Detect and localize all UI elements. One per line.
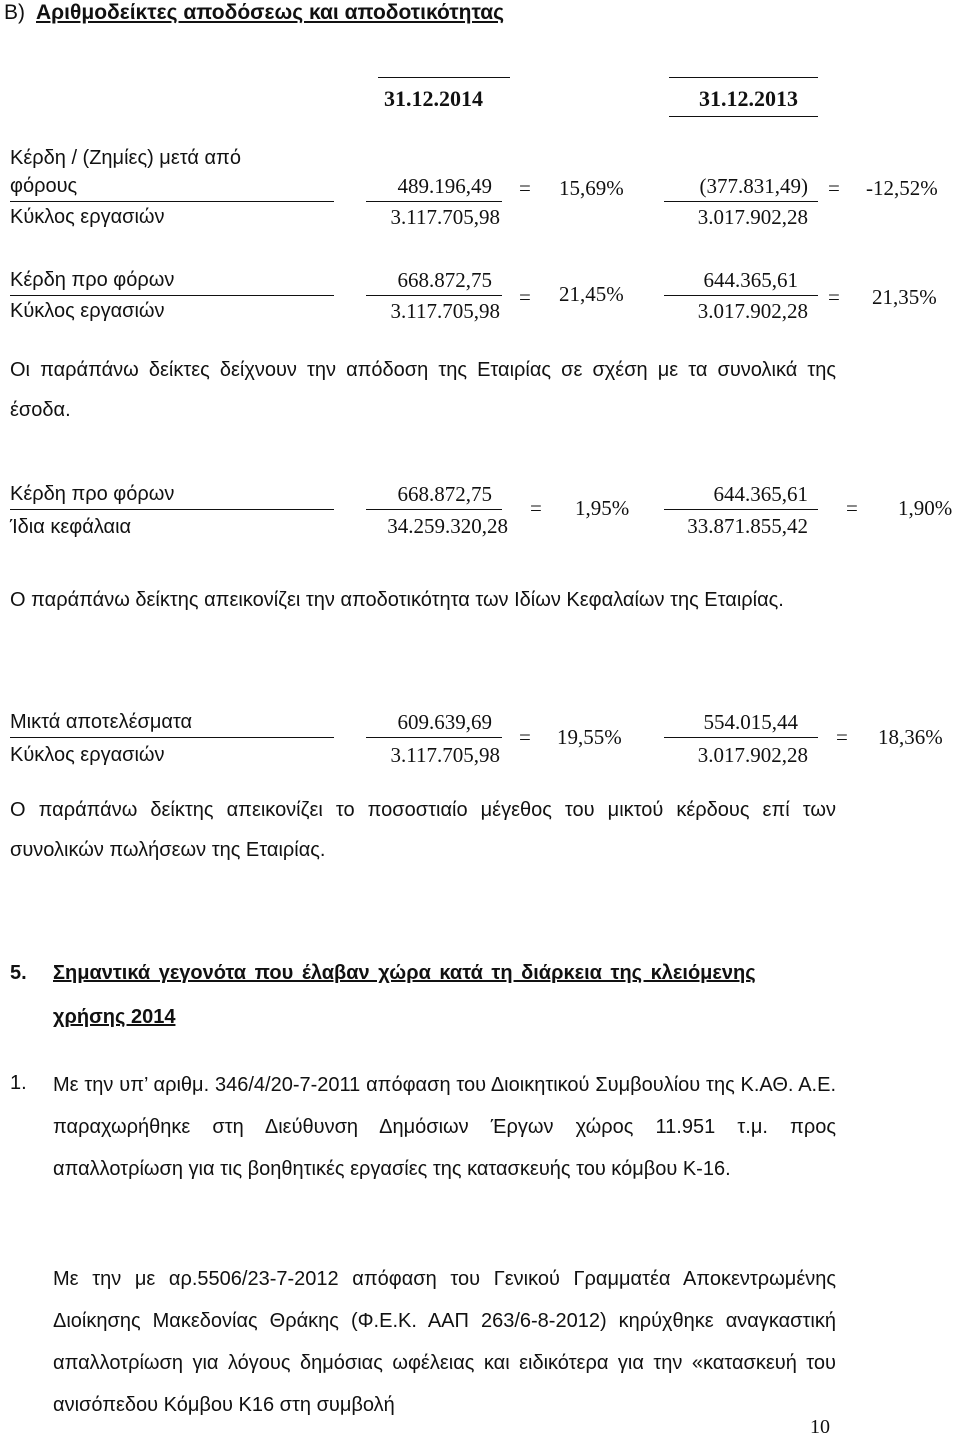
fraction-bar bbox=[664, 509, 818, 510]
fraction-bar bbox=[10, 295, 334, 296]
y1-result: 19,55% bbox=[557, 725, 622, 749]
section-letter: B) bbox=[4, 1, 25, 24]
y2-numerator: 644.365,61 bbox=[703, 268, 798, 292]
ratio-note: Ο παράπάνω δείκτης απεικονίζει την αποδοτικότητα των Ιδίων Κεφαλαίων της Εταιρίας. bbox=[10, 589, 784, 611]
column-rule-2014 bbox=[378, 77, 510, 78]
y2-result: 18,36% bbox=[878, 725, 943, 749]
numerator-label-line1: Κέρδη / (Ζημίες) μετά από bbox=[10, 147, 241, 169]
equals-sign: = bbox=[828, 285, 840, 309]
y2-denominator: 3.017.902,28 bbox=[697, 205, 808, 229]
equals-sign: = bbox=[519, 176, 531, 200]
numerator-label-line2: φόρους bbox=[10, 175, 78, 197]
fraction-bar bbox=[366, 737, 502, 738]
column-rule-2013 bbox=[669, 77, 818, 78]
ratio-note: Οι παράπάνω δείκτες δείχνουν την απόδοση της Εταιρίας σε σχέση με τα συνολικά της έσοδα. bbox=[10, 359, 836, 421]
numerator-label: Κέρδη προ φόρων bbox=[10, 269, 175, 291]
y1-result: 15,69% bbox=[559, 176, 624, 200]
y2-result: -12,52% bbox=[866, 176, 938, 200]
y2-denominator: 3.017.902,28 bbox=[697, 743, 808, 767]
item-1-text: Με την υπ’ αριθμ. 346/4/20-7-2011 απόφαση του Διοικητικού Συμβουλίου της Κ.ΑΘ. Α.Ε. παραχωρήθηκε στη Διεύθυνση Δημόσιων Έργων χώρος 11.951 τ.μ. προς απαλλοτρίωση για τις βοηθητικές εργασίες της κατασκευής του κόμβου Κ-16. bbox=[53, 1074, 836, 1180]
column-underline-2013 bbox=[669, 116, 818, 117]
y1-denominator: 3.117.705,98 bbox=[390, 743, 500, 767]
y1-denominator: 3.117.705,98 bbox=[390, 205, 500, 229]
fraction-bar bbox=[10, 201, 334, 202]
y2-denominator: 33.871.855,42 bbox=[687, 514, 808, 538]
fraction-bar bbox=[366, 509, 502, 510]
equals-sign: = bbox=[828, 176, 840, 200]
item-1-number: 1. bbox=[10, 1072, 27, 1094]
y2-numerator: 554.015,44 bbox=[703, 710, 798, 734]
y1-numerator: 489.196,49 bbox=[397, 174, 492, 198]
fraction-bar bbox=[366, 201, 502, 202]
section-5-number: 5. bbox=[10, 962, 27, 984]
y2-numerator: (377.831,49) bbox=[699, 174, 808, 198]
fraction-bar bbox=[664, 201, 818, 202]
y1-numerator: 668.872,75 bbox=[397, 268, 492, 292]
section-5-title-line2: χρήσης 2014 bbox=[53, 1006, 176, 1028]
y1-denominator: 3.117.705,98 bbox=[390, 299, 500, 323]
y2-denominator: 3.017.902,28 bbox=[697, 299, 808, 323]
section-title: Αριθμοδείκτες αποδόσεως και αποδοτικότητας bbox=[36, 1, 505, 24]
numerator-label: Μικτά αποτελέσματα bbox=[10, 711, 193, 733]
equals-sign: = bbox=[846, 496, 858, 520]
fraction-bar bbox=[10, 737, 334, 738]
denominator-label: Κύκλος εργασιών bbox=[10, 744, 165, 766]
fraction-bar bbox=[664, 295, 818, 296]
equals-sign: = bbox=[530, 496, 542, 520]
section-5-title-line1: Σημαντικά γεγονότα που έλαβαν χώρα κατά τη διάρκεια της κλειόμενης bbox=[53, 962, 756, 984]
y1-numerator: 609.639,69 bbox=[397, 710, 492, 734]
fraction-bar bbox=[366, 295, 502, 296]
denominator-label: Ίδια κεφάλαια bbox=[10, 516, 132, 538]
y2-numerator: 644.365,61 bbox=[713, 482, 808, 506]
y2-result: 21,35% bbox=[872, 285, 937, 309]
denominator-label: Κύκλος εργασιών bbox=[10, 206, 165, 228]
equals-sign: = bbox=[836, 725, 848, 749]
column-header-2013: 31.12.2013 bbox=[699, 86, 798, 111]
equals-sign: = bbox=[519, 725, 531, 749]
denominator-label: Κύκλος εργασιών bbox=[10, 300, 165, 322]
page-number: 10 bbox=[810, 1416, 830, 1438]
column-header-2014: 31.12.2014 bbox=[384, 86, 483, 111]
ratio-note: Ο παράπάνω δείκτης απεικονίζει το ποσοστιαίο μέγεθος του μικτού κέρδους επί των συνολικών πωλήσεων της Εταιρίας. bbox=[10, 799, 836, 861]
fraction-bar bbox=[664, 737, 818, 738]
item-2-text: Με την με αρ.5506/23-7-2012 απόφαση του Γενικού Γραμματέα Αποκεντρωμένης Διοίκησης Μακεδονίας Θράκης (Φ.Ε.Κ. ΑΑΠ 263/6-8-2012) κηρύχθηκε αναγκαστική απαλλοτρίωση για λόγους δημόσιας ωφέλειας και ειδικότερα για την «κατασκευή του ανισόπεδου Κόμβου Κ16 στη συμβολή bbox=[53, 1268, 836, 1416]
y1-denominator: 34.259.320,28 bbox=[387, 514, 508, 538]
y1-result: 1,95% bbox=[575, 496, 630, 520]
y1-numerator: 668.872,75 bbox=[397, 482, 492, 506]
numerator-label: Κέρδη προ φόρων bbox=[10, 483, 175, 505]
fraction-bar bbox=[10, 509, 334, 510]
y2-result: 1,90% bbox=[898, 496, 953, 520]
equals-sign: = bbox=[519, 285, 531, 309]
y1-result: 21,45% bbox=[559, 282, 624, 306]
